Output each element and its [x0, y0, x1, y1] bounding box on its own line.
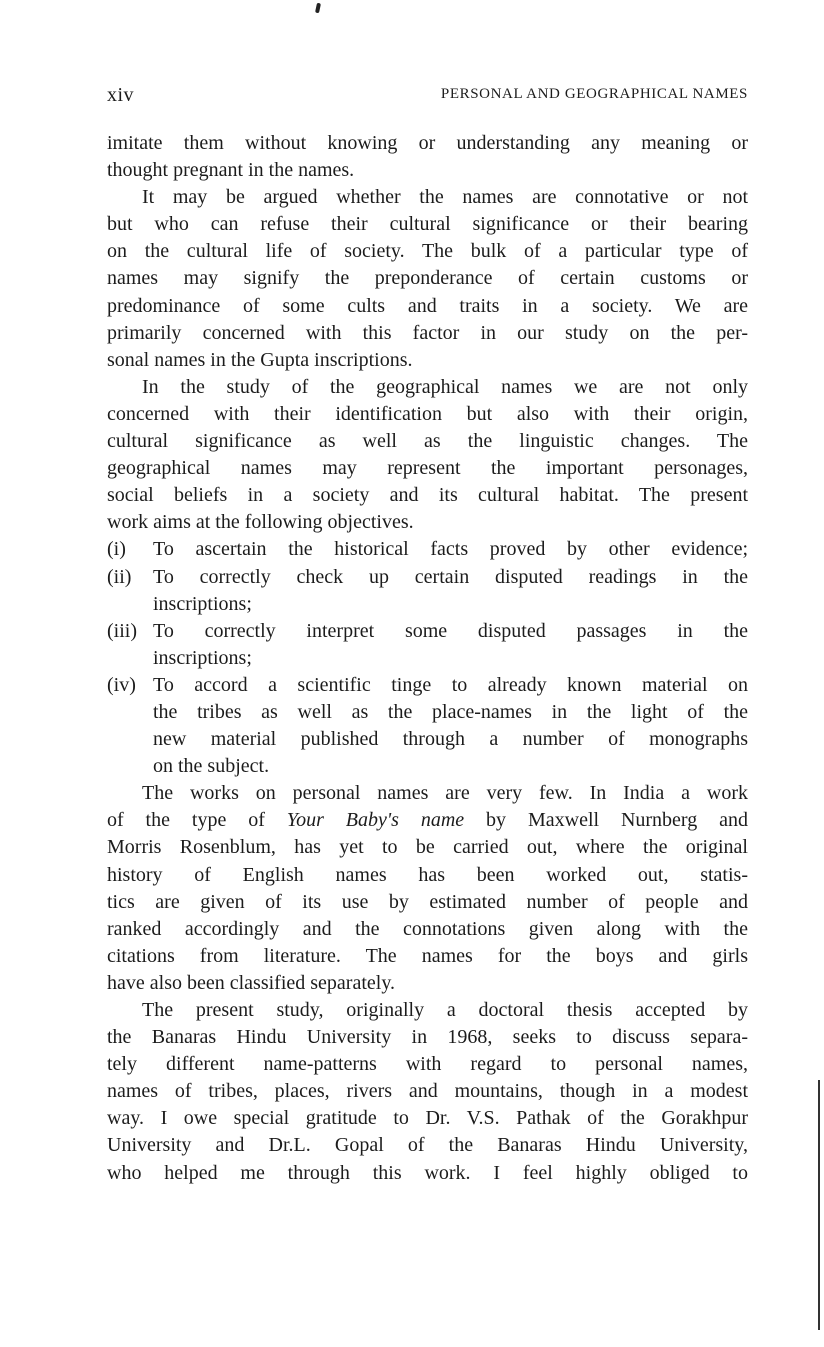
page-number: xiv [107, 84, 135, 106]
text-line: The present study, originally a doctoral thesis accepted by [142, 999, 748, 1021]
page-header [107, 84, 748, 108]
text-line: primarily concerned with this factor in our study on the per- [107, 321, 748, 344]
text-fragment: by Maxwell Nurnberg and [464, 809, 749, 832]
text-line: way. I owe special gratitude to Dr. V.S. Pathak of the Gorakhpur [107, 1107, 748, 1130]
text-line: ranked accordingly and the connotations given along with the [107, 917, 748, 940]
text-fragment: of the type of [107, 809, 287, 832]
text-line: names may signify the preponderance of certain customs or [107, 267, 748, 290]
list-text: To correctly interpret some disputed passages in the [153, 619, 748, 642]
list-number: (iii) [107, 619, 137, 642]
list-text: To accord a scientific tinge to already known material on [153, 673, 748, 696]
list-text: To ascertain the historical facts proved by other evidence; [153, 538, 748, 561]
text-line: the Banaras Hindu University in 1968, seeks to discuss separa- [107, 1026, 748, 1049]
text-line: It may be argued whether the names are connotative or not [142, 186, 748, 209]
text-line: concerned with their identification but also with their origin, [107, 402, 748, 425]
text-line: The works on personal names are very few. In India a work [142, 782, 748, 805]
list-item [107, 672, 748, 699]
text-line: cultural significance as well as the linguistic changes. The [107, 430, 748, 453]
list-item [107, 536, 748, 563]
list-item [107, 618, 748, 645]
text-line: In the study of the geographical names we are not only [142, 375, 748, 398]
list-text-continued: inscriptions; [153, 592, 252, 615]
list-number: (ii) [107, 565, 132, 588]
text-line: social beliefs in a society and its cultural habitat. The present [107, 484, 748, 507]
list-text-continued: on the subject. [153, 755, 270, 778]
running-head: PERSONAL AND GEOGRAPHICAL NAMES [440, 86, 748, 102]
list-text: To correctly check up certain disputed readings in the [153, 565, 748, 588]
ink-speck [315, 3, 321, 14]
body-text [107, 130, 748, 1187]
text-line: predominance of some cults and traits in a society. We are [107, 294, 748, 317]
text-line: University and Dr.L. Gopal of the Banaras Hindu University, [107, 1134, 748, 1157]
text-line: tics are given of its use by estimated number of people and [107, 890, 748, 913]
list-number: (iv) [107, 673, 136, 696]
text-line: work aims at the following objectives. [107, 511, 414, 534]
text-line: citations from literature. The names for the boys and girls [107, 944, 748, 967]
page-edge-shadow [818, 1080, 820, 1330]
text-line: names of tribes, places, rivers and mountains, though in a modest [107, 1080, 748, 1103]
book-title: Your Baby's name [286, 809, 465, 832]
text-line: geographical names may represent the important personages, [107, 457, 748, 480]
list-text-continued: inscriptions; [153, 646, 252, 669]
text-line: history of English names has been worked out, statis- [107, 863, 748, 886]
text-line: but who can refuse their cultural significance or their bearing [107, 213, 748, 236]
text-line: on the cultural life of society. The bulk of a particular type of [107, 240, 748, 263]
text-line: who helped me through this work. I feel highly obliged to [107, 1161, 748, 1184]
list-text-continued: the tribes as well as the place-names in the light of the [153, 700, 748, 723]
list-number: (i) [107, 538, 126, 561]
text-line: sonal names in the Gupta inscriptions. [107, 348, 413, 371]
text-line: have also been classified separately. [107, 971, 396, 994]
text-line: tely different name-patterns with regard to personal names, [107, 1053, 748, 1076]
list-text-continued: new material published through a number of monographs [153, 728, 748, 751]
text-line: thought pregnant in the names. [107, 159, 355, 182]
list-item [107, 564, 748, 591]
text-line [107, 807, 748, 834]
text-line: imitate them without knowing or understanding any meaning or [107, 132, 748, 154]
text-line: Morris Rosenblum, has yet to be carried out, where the original [107, 836, 748, 859]
